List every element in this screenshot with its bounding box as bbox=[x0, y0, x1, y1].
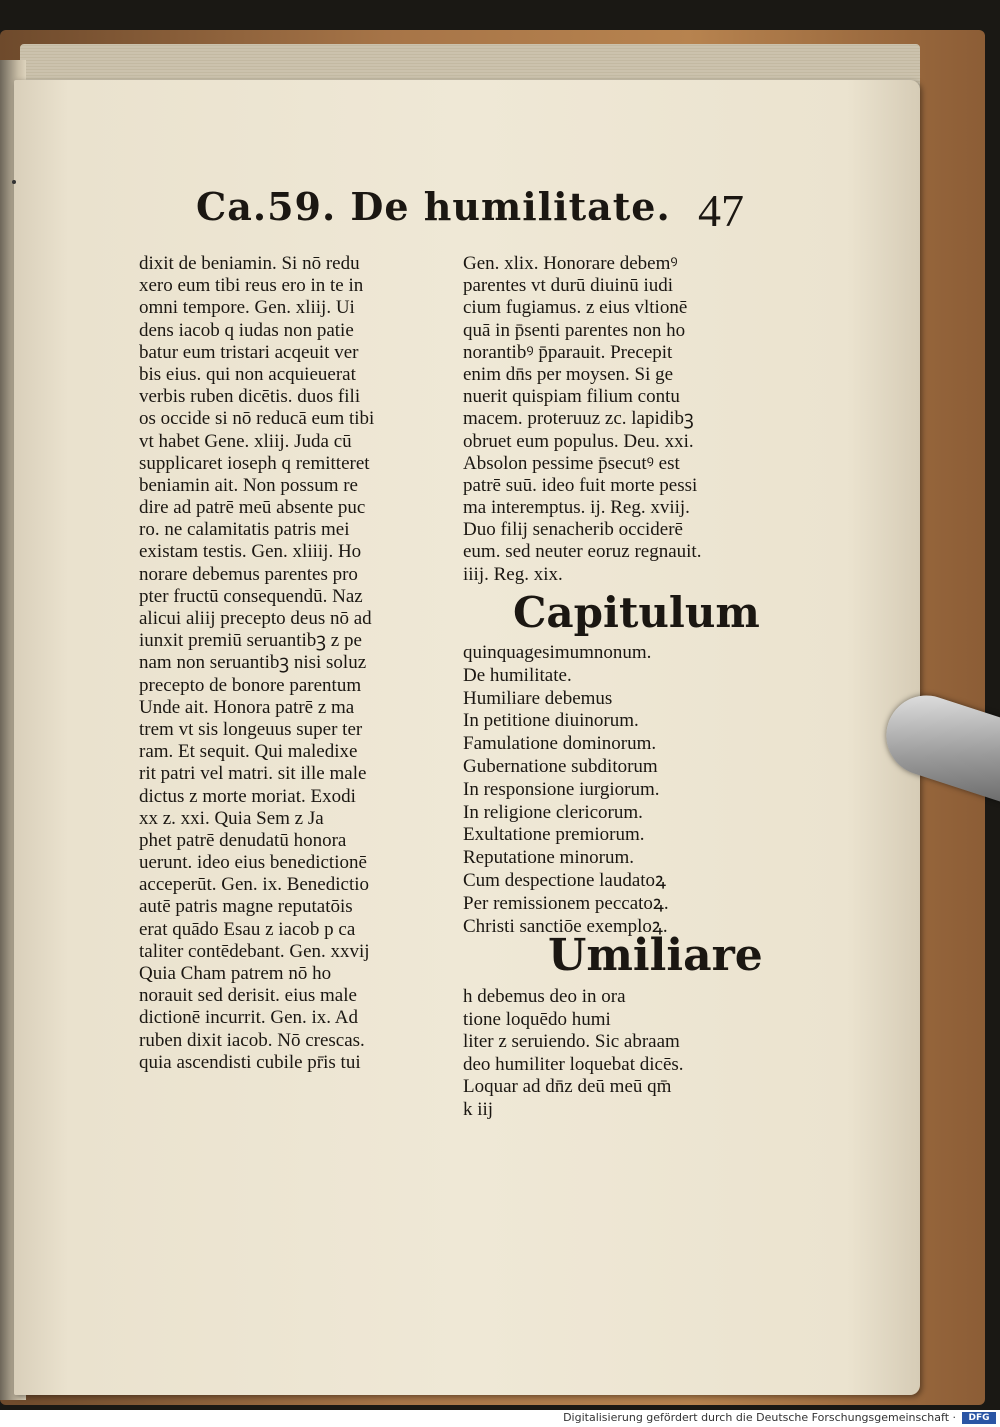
text-line: quia ascendisti cubile pr̄is tui bbox=[139, 1051, 361, 1073]
text-line: enim dn̄s per moysen. Si ge bbox=[463, 363, 674, 385]
text-line: erat quādo Esau z iacob p ca bbox=[139, 918, 356, 940]
text-line: Absolon pessime p̄secutꝰ est bbox=[463, 452, 680, 474]
text-line: vt habet Gene. xliij. Juda cū bbox=[139, 430, 352, 452]
text-line: acceperūt. Gen. ix. Benedictio bbox=[139, 874, 370, 896]
contents-line: Per remissionem peccatoꝝ. bbox=[463, 892, 669, 914]
contents-line: Reputatione minorum. bbox=[463, 847, 634, 869]
page-header bbox=[196, 184, 756, 244]
text-line: h debemus deo in ora bbox=[463, 986, 626, 1007]
text-line: patrē suū. ideo fuit morte pessi bbox=[463, 474, 698, 496]
dfg-logo: DFG bbox=[962, 1412, 996, 1424]
text-line: norauit sed derisit. eius male bbox=[139, 985, 357, 1007]
contents-line: In petitione diuinorum. bbox=[463, 710, 639, 732]
contents-line: In religione clericorum. bbox=[463, 801, 643, 823]
binding-mark bbox=[12, 180, 16, 184]
text-line: rit patri vel matri. sit ille male bbox=[139, 763, 367, 785]
text-line: Gen. xlix. Honorare debemꝰ bbox=[463, 253, 678, 274]
text-line: dire ad patrē meū absente puc bbox=[139, 497, 366, 519]
text-line: tione loquēdo humi bbox=[463, 1008, 611, 1030]
text-line: Loquar ad dn̄z deū meū qm̄ bbox=[463, 1076, 672, 1098]
text-line: dens iacob q iudas non patie bbox=[139, 319, 354, 341]
initial-word: Umiliare bbox=[548, 930, 763, 981]
chapter-title: Ca.59. De humilitate. bbox=[196, 184, 671, 229]
text-line: cium fugiamus. z eius vltionē bbox=[463, 297, 688, 319]
contents-line: Christi sanctiōe exemploꝝ. bbox=[463, 915, 668, 937]
text-line: omni tempore. Gen. xliij. Ui bbox=[139, 297, 355, 319]
text-line: macem. proteruuz zc. lapidibꝫ bbox=[463, 408, 694, 430]
text-line: alicui aliij precepto deus nō ad bbox=[139, 608, 372, 629]
text-line: xx z. xxi. Quia Sem z Ja bbox=[139, 807, 324, 829]
left-text-column bbox=[139, 253, 421, 1074]
text-line: iiij. Reg. xix. bbox=[463, 563, 563, 585]
text-line: verbis ruben dicētis. duos fili bbox=[139, 386, 361, 408]
text-line: dictus z morte moriat. Exodi bbox=[139, 785, 356, 807]
folio-number: 47 bbox=[698, 185, 744, 236]
text-line: ma interemptus. ij. Reg. xviij. bbox=[463, 497, 690, 519]
text-line: pter fructū consequendū. Naz bbox=[139, 585, 363, 607]
text-line: dictionē incurrit. Gen. ix. Ad bbox=[139, 1007, 358, 1029]
text-line: dixit de beniamin. Si nō redu bbox=[139, 253, 360, 274]
text-line: nuerit quispiam filium contu bbox=[463, 386, 680, 408]
right-text-column-bottom bbox=[463, 986, 753, 1122]
text-line: xero eum tibi reus ero in te in bbox=[139, 275, 364, 297]
text-line: taliter contēdebant. Gen. xxvij bbox=[139, 940, 370, 962]
text-line: quā in p̄senti parentes non ho bbox=[463, 319, 686, 341]
contents-line: Cum despectione laudatoꝝ bbox=[463, 869, 667, 891]
funding-credit: Digitalisierung gefördert durch die Deutsche Forschungsgemeinschaft · bbox=[563, 1411, 956, 1424]
contents-line: Exultatione premiorum. bbox=[463, 824, 645, 846]
contents-line: In responsione iurgiorum. bbox=[463, 778, 660, 800]
text-line: norantibꝰ p̄parauit. Precepit bbox=[463, 341, 673, 363]
text-line: existam testis. Gen. xliiij. Ho bbox=[139, 541, 362, 563]
text-line: k iij bbox=[463, 1098, 494, 1120]
contents-line: quinquagesimumnonum. bbox=[463, 642, 652, 663]
capitulum-heading: Capitulum bbox=[513, 588, 760, 637]
text-line: nam non seruantibꝫ nisi soluz bbox=[139, 652, 367, 674]
text-line: os occide si nō reducā eum tibi bbox=[139, 408, 375, 430]
footer-bar bbox=[0, 1410, 1000, 1427]
text-line: precepto de bonore parentum bbox=[139, 674, 362, 696]
text-line: norare debemus parentes pro bbox=[139, 563, 358, 585]
text-line: parentes vt durū diuinū iudi bbox=[463, 275, 674, 297]
text-line: supplicaret ioseph q remitteret bbox=[139, 452, 370, 474]
text-line: Quia Cham patrem nō ho bbox=[139, 963, 332, 984]
contents-line: Famulatione dominorum. bbox=[463, 733, 657, 755]
text-line: ruben dixit iacob. Nō crescas. bbox=[139, 1029, 365, 1051]
contents-line: Gubernatione subditorum bbox=[463, 755, 658, 777]
text-line: deo humiliter loquebat dicēs. bbox=[463, 1053, 684, 1075]
text-line: phet patrē denudatū honora bbox=[139, 829, 347, 851]
text-line: trem vt sis longeuus super ter bbox=[139, 718, 363, 740]
text-line: eum. sed neuter eoruz regnauit. bbox=[463, 541, 702, 563]
text-line: beniamin ait. Non possum re bbox=[139, 474, 358, 496]
text-line: ro. ne calamitatis patris mei bbox=[139, 519, 350, 541]
contents-line: De humilitate. bbox=[463, 664, 572, 686]
text-line: batur eum tristari acqeuit ver bbox=[139, 341, 359, 363]
contents-line: Humiliare debemus bbox=[463, 687, 613, 709]
text-line: autē patris magne reputatōis bbox=[139, 896, 353, 918]
chapter-contents-list bbox=[463, 642, 753, 938]
text-line: obruet eum populus. Deu. xxi. bbox=[463, 430, 694, 452]
text-line: uerunt. ideo eius benedictionē bbox=[139, 852, 367, 874]
right-text-column-top bbox=[463, 253, 743, 586]
text-line: liter z seruiendo. Sic abraam bbox=[463, 1031, 680, 1053]
text-line: Unde ait. Honora patrē z ma bbox=[139, 696, 355, 718]
text-line: iunxit premiū seruantibꝫ z pe bbox=[139, 630, 362, 652]
text-line: bis eius. qui non acquieuerat bbox=[139, 363, 356, 385]
text-line: ram. Et sequit. Qui maledixe bbox=[139, 741, 358, 763]
text-line: Duo filij senacherib occiderē bbox=[463, 519, 683, 541]
